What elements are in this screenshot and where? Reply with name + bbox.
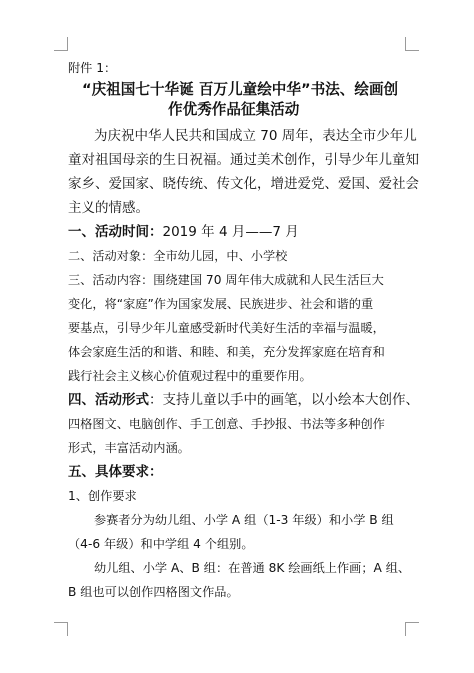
crop-mark-bottom-left-h: [54, 622, 68, 623]
section-1-value: 2019 年 4 月——7 月: [162, 224, 299, 240]
title-line-1: “庆祖国七十华诞 百万儿童绘中华”书法、绘画创: [82, 81, 399, 98]
requirements-heading: 1、创作要求: [68, 489, 137, 503]
section-3-line-3: 要基点，引导少年儿童感受新时代美好生活的幸福与温暖，: [68, 321, 385, 335]
requirements-p2-line-1: 幼儿组、小学 A、B 组：在普通 8K 绘画纸上作画；A 组、: [94, 561, 411, 575]
crop-mark-top-right-v: [405, 37, 406, 51]
section-3-line-5: 践行社会主义核心价值观过程中的重要作用。: [68, 369, 312, 383]
crop-mark-top-left-h: [54, 50, 68, 51]
crop-mark-top-left-v: [67, 37, 68, 51]
intro-line-4: 主义的情感。: [68, 200, 149, 216]
intro-line-1: 为庆祝中华人民共和国成立 70 周年，表达全市少年儿: [94, 128, 417, 144]
section-4-label: 四、活动形式: [68, 392, 149, 408]
section-1-label: 一、活动时间：: [68, 224, 163, 240]
crop-mark-top-right-h: [405, 50, 419, 51]
attachment-label: 附件 1：: [68, 61, 117, 75]
crop-mark-bottom-right-h: [405, 622, 419, 623]
section-1-time: [68, 222, 299, 242]
section-3-line-1: 三、活动内容：围绕建国 70 周年伟大成就和人民生活巨大: [68, 273, 384, 287]
crop-mark-bottom-left-v: [67, 622, 68, 636]
section-4-line-2: 四格图文、电脑创作、手工创意、手抄报、书法等多种创作: [68, 417, 385, 431]
title-line-2: 作优秀作品征集活动: [168, 101, 300, 118]
crop-mark-bottom-right-v: [405, 622, 406, 636]
requirements-p1-line-1: 参赛者分为幼儿组、小学 A 组（1-3 年级）和小学 B 组: [94, 513, 394, 527]
intro-line-3: 家乡、爱国家、晓传统、传文化，增进爱党、爱国、爱社会: [68, 176, 419, 192]
section-4-line-1: [68, 390, 419, 410]
section-4-line-1-rest: ：支持儿童以手中的画笔，以小绘本大创作、: [149, 392, 419, 408]
section-3-line-4: 体会家庭生活的和谐、和睦、和美，充分发挥家庭在培育和: [68, 345, 385, 359]
section-2-participants: 二、活动对象：全市幼儿园，中、小学校: [68, 249, 288, 263]
intro-line-2: 童对祖国母亲的生日祝福。通过美术创作，引导少年儿童知: [68, 152, 419, 168]
requirements-p1-line-2: （4-6 年级）和中学组 4 个组别。: [68, 537, 254, 551]
section-4-line-3: 形式，丰富活动内涵。: [68, 441, 190, 455]
requirements-p2-line-2: B 组也可以创作四格图文作品。: [68, 585, 239, 599]
section-3-line-2: 变化，将“家庭”作为国家发展、民族进步、社会和谐的重: [68, 297, 374, 311]
section-5-label: 五、具体要求：: [68, 464, 163, 480]
